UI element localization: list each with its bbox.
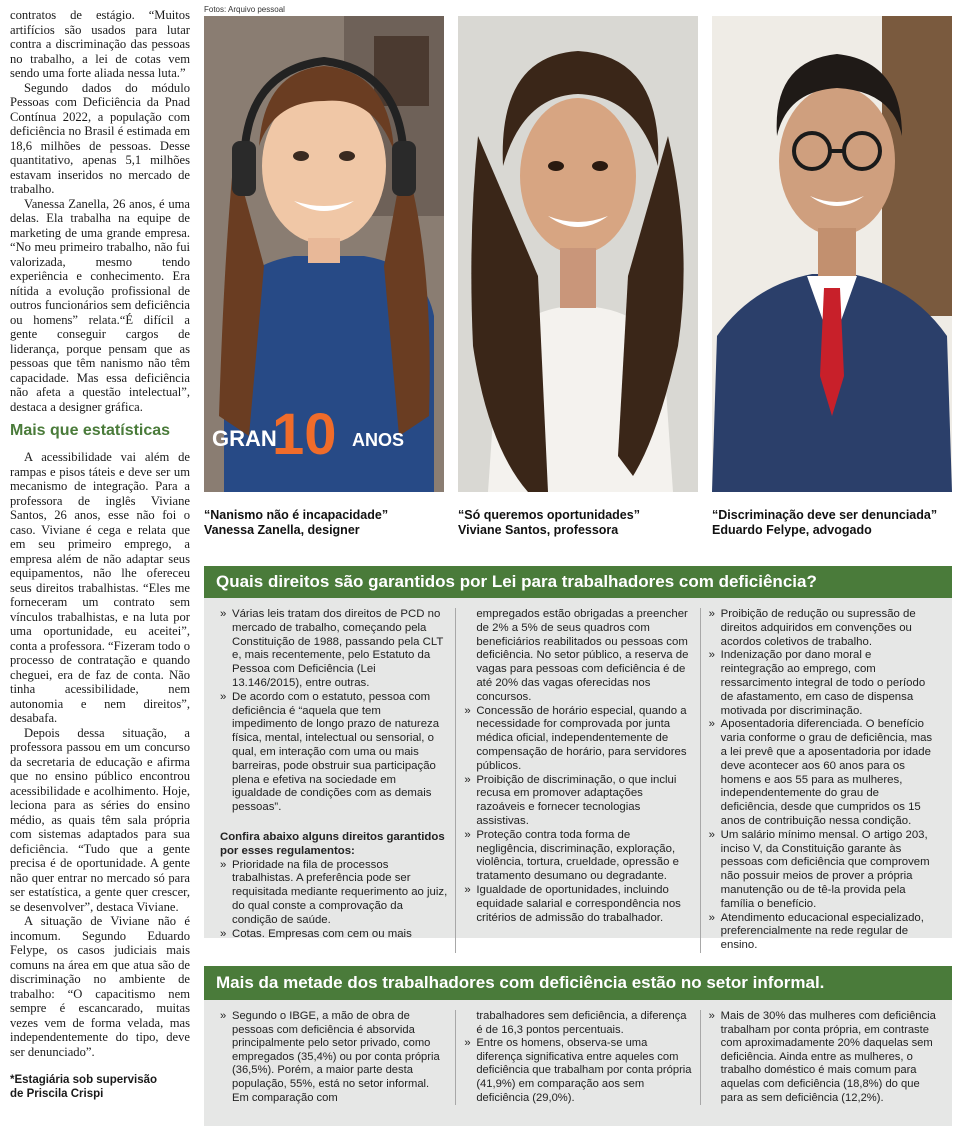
informal-column-3: [701, 1010, 944, 1105]
informal-box-body: [204, 1000, 952, 1113]
informal-column-2: [456, 1010, 700, 1105]
list-item-continuation: trabalhadores sem deficiência, a diferença é de 16,3 pontos percentuais.: [476, 1010, 687, 1036]
article-paragraph: A acessibilidade vai além de rampas e pisos táteis e deve ser um mecanismo de integração. Para a professora de inglês Viviane Santos, 26 anos, esse não foi o caso. Viviane é cega e relata que em seu primeiro emprego, a empresa além de não adaptar seus equipamentos, não lhe ofereceu seus direitos trabalhistas. “Eles me forneceram um contrato sem vínculos trabalhistas, e na luta por uma oportunidade, eu aceitei”, conta a professora. “Fizeram todo o processo de contratação e quando cheguei, era de faz de conta. Não tinha acessibilidade, nem autonomia e nem direitos”, desabafa.: [10, 450, 190, 725]
list-item: » Proibição de redução ou supressão de direitos adquiridos em convenções ou acordos coletivos de trabalho.: [709, 608, 936, 649]
caption-person: Viviane Santos, professora: [458, 523, 619, 537]
portrait-viviane-image: [458, 16, 698, 492]
shirt-number: 10: [272, 402, 337, 467]
article-paragraph: contratos de estágio. “Muitos artifícios são usados para lutar contra a discriminação das pessoas no trabalho, a lei de cotas vem sendo uma forte aliada nessa luta.”: [10, 8, 190, 80]
caption-quote: “Discriminação deve ser denunciada”: [712, 508, 938, 522]
photo-caption-viviane: [458, 508, 702, 538]
list-item: » Entre os homens, observa-se uma diferença significativa entre aqueles com deficiência que trabalham por conta própria (41,9%) em comparação aos sem deficiência (29,0%).: [464, 1037, 691, 1105]
list-item-continuation: empregados estão obrigadas a preencher de 2% a 5% de seus quadros com beneficiários reabilitados ou pessoas com deficiência. No setor público, a reserva de vagas para pessoas com deficiência é de até 20% das vagas oferecidas nos concursos.: [476, 608, 689, 703]
photo-viviane: [458, 16, 698, 492]
caption-person: Eduardo Felype, advogado: [712, 523, 872, 537]
photo-vanessa: [204, 16, 444, 492]
list-item: » Aposentadoria diferenciada. O benefício varia conforme o grau de deficiência, mas a lei prevê que a aposentadoria por idade deve acontecer aos 60 anos para os homens e aos 55 para as mulheres, independentemente do grau de deficiência, desde que cumpridos os 15 anos de contribuição nessa condição.: [709, 718, 936, 828]
list-item: » Cotas. Empresas com cem ou mais: [220, 928, 447, 942]
footnote-line: de Priscila Crispi: [10, 1088, 104, 1100]
list-item: » Igualdade de oportunidades, incluindo equidade salarial e correspondência nos critérios de admissão do trabalhador.: [464, 884, 691, 925]
author-footnote: [10, 1073, 190, 1101]
section-subheading: Mais que estatísticas: [10, 422, 171, 439]
article-paragraph: Segundo dados do módulo Pessoas com Deficiência da Pnad Contínua 2022, a população com deficiência no Brasil é estimada em 18,6 milhões de pessoas. Desse quantitativo, apenas 5,1 milhões estavam inseridos no mercado de trabalho.: [10, 80, 190, 196]
photo-credit: Fotos: Arquivo pessoal: [204, 5, 285, 14]
caption-person: Vanessa Zanella, designer: [204, 523, 360, 537]
rights-subheading: Confira abaixo alguns direitos garantidos por esses regulamentos:: [220, 830, 445, 857]
photo-caption-vanessa: [204, 508, 448, 538]
list-item: » Proibição de discriminação, o que inclui recusa em promover adaptações razoáveis e fornecer tecnologias assistivas.: [464, 774, 691, 829]
list-item: » Proteção contra toda forma de negligência, discriminação, exploração, violência, tortura, crueldade, opressão e tratamento desumano ou degradante.: [464, 829, 691, 884]
shirt-suffix: ANOS: [352, 430, 405, 450]
photo-caption-eduardo: [712, 508, 956, 538]
rights-info-box: [204, 566, 952, 952]
caption-quote: “Nanismo não é incapacidade”: [204, 508, 389, 522]
article-left-column: [10, 8, 190, 1126]
list-item: » Mais de 30% das mulheres com deficiência trabalham por conta própria, em contraste com aproximadamente 20% daquelas sem deficiência. Ainda entre as mulheres, o trabalho doméstico é mais comum para aquelas com deficiência (18,8%) do que para as sem deficiência (12,2%).: [709, 1010, 936, 1105]
rights-box-body: [204, 598, 952, 961]
informal-sector-box: [204, 966, 952, 1126]
list-item: » Segundo o IBGE, a mão de obra de pessoas com deficiência é absorvida principalmente pelo setor privado, como empregados (35,4%) ou por conta própria (36,5%). Porém, a maior parte desta população, 55%, está no setor informal. Em comparação com: [220, 1010, 447, 1105]
list-item: » Indenização por dano moral e reintegração ao emprego, com ressarcimento integral de todo o período de afastamento, em caso de dispensa motivada por discriminação.: [709, 649, 936, 718]
list-item: » Concessão de horário especial, quando a necessidade for comprovada por junta médica oficial, independentemente de compensação de horário, para servidores públicos.: [464, 705, 691, 774]
photo-eduardo: [712, 16, 952, 492]
list-item: » Atendimento educacional especializado, preferencialmente na rede regular de ensino.: [709, 912, 936, 953]
portrait-eduardo-image: [712, 16, 952, 492]
informal-box-title: Mais da metade dos trabalhadores com deficiência estão no setor informal.: [204, 966, 952, 1000]
list-item: » Prioridade na fila de processos trabalhistas. A preferência pode ser requisitada mediante requerimento ao juiz, do qual conste a comprovação da condição de saúde.: [220, 859, 447, 928]
article-paragraph: Depois dessa situação, a professora passou em um concurso da secretaria de educação e afirma que no ensino público encontrou acessibilidade e acolhimento. Hoje, leciona para as séries do ensino médio, as quais têm sala própria com sistemas adaptados para sua deficiência. “Tudo que a gente precisa é de oportunidade. A gente não quer entrar no mercado só para ser estatística, a gente quer crescer, se desenvolver”, destaca Viviane.: [10, 725, 190, 914]
list-item: » De acordo com o estatuto, pessoa com deficiência é “aquela que tem impedimento de longo prazo de natureza física, mental, intelectual ou sensorial, o qual, em interação com uma ou mais barreiras, pode obstruir sua participação plena e efetiva na sociedade em igualdade de condições com as demais pessoas”.: [220, 691, 447, 815]
shirt-text: GRAN: [212, 426, 277, 451]
caption-quote: “Só queremos oportunidades”: [458, 508, 640, 522]
rights-column-1: [212, 608, 456, 953]
rights-column-2: [456, 608, 700, 953]
article-paragraph: A situação de Viviane não é incomum. Segundo Eduardo Felype, os casos judiciais mais comuns na área em que atua são de discriminação no ambiente de trabalho: “O capacitismo nem sempre é escancarado, muitas vezes vem de forma velada, mas independentemente do tipo, deve ser denunciado”.: [10, 914, 190, 1059]
list-item: » Várias leis tratam dos direitos de PCD no mercado de trabalho, começando pela Constituição de 1988, passando pela CLT e, mais recentemente, pelo Estatuto da Pessoa com Deficiência (Lei 13.146/2015), entre outras.: [220, 608, 447, 691]
rights-column-3: [701, 608, 944, 953]
portrait-vanessa-image: [204, 16, 444, 492]
footnote-line: *Estagiária sob supervisão: [10, 1074, 158, 1086]
article-paragraph: Vanessa Zanella, 26 anos, é uma delas. Ela trabalha na equipe de marketing de uma grande empresa. “No meu primeiro trabalho, não fui valorizada, mesmo tendo experiência e conhecimento. Era nítida a evolução profissional de outros funcionários sem deficiência ou homens” relata.“É difícil a gente conseguir cargos de liderança, porque pensam que as pessoas que têm nanismo não têm capacidade. Mas essa deficiência não afeta a questão intelectual”, destaca a designer gráfica.: [10, 196, 190, 414]
informal-column-1: [212, 1010, 456, 1105]
list-item: » Um salário mínimo mensal. O artigo 203, inciso V, da Constituição garante às pessoas com deficiência que comprovem não possuir meios de prover a própria manutenção ou de tê-la provida pela família o benefício.: [709, 829, 936, 912]
rights-box-title: Quais direitos são garantidos por Lei para trabalhadores com deficiência?: [204, 566, 952, 598]
